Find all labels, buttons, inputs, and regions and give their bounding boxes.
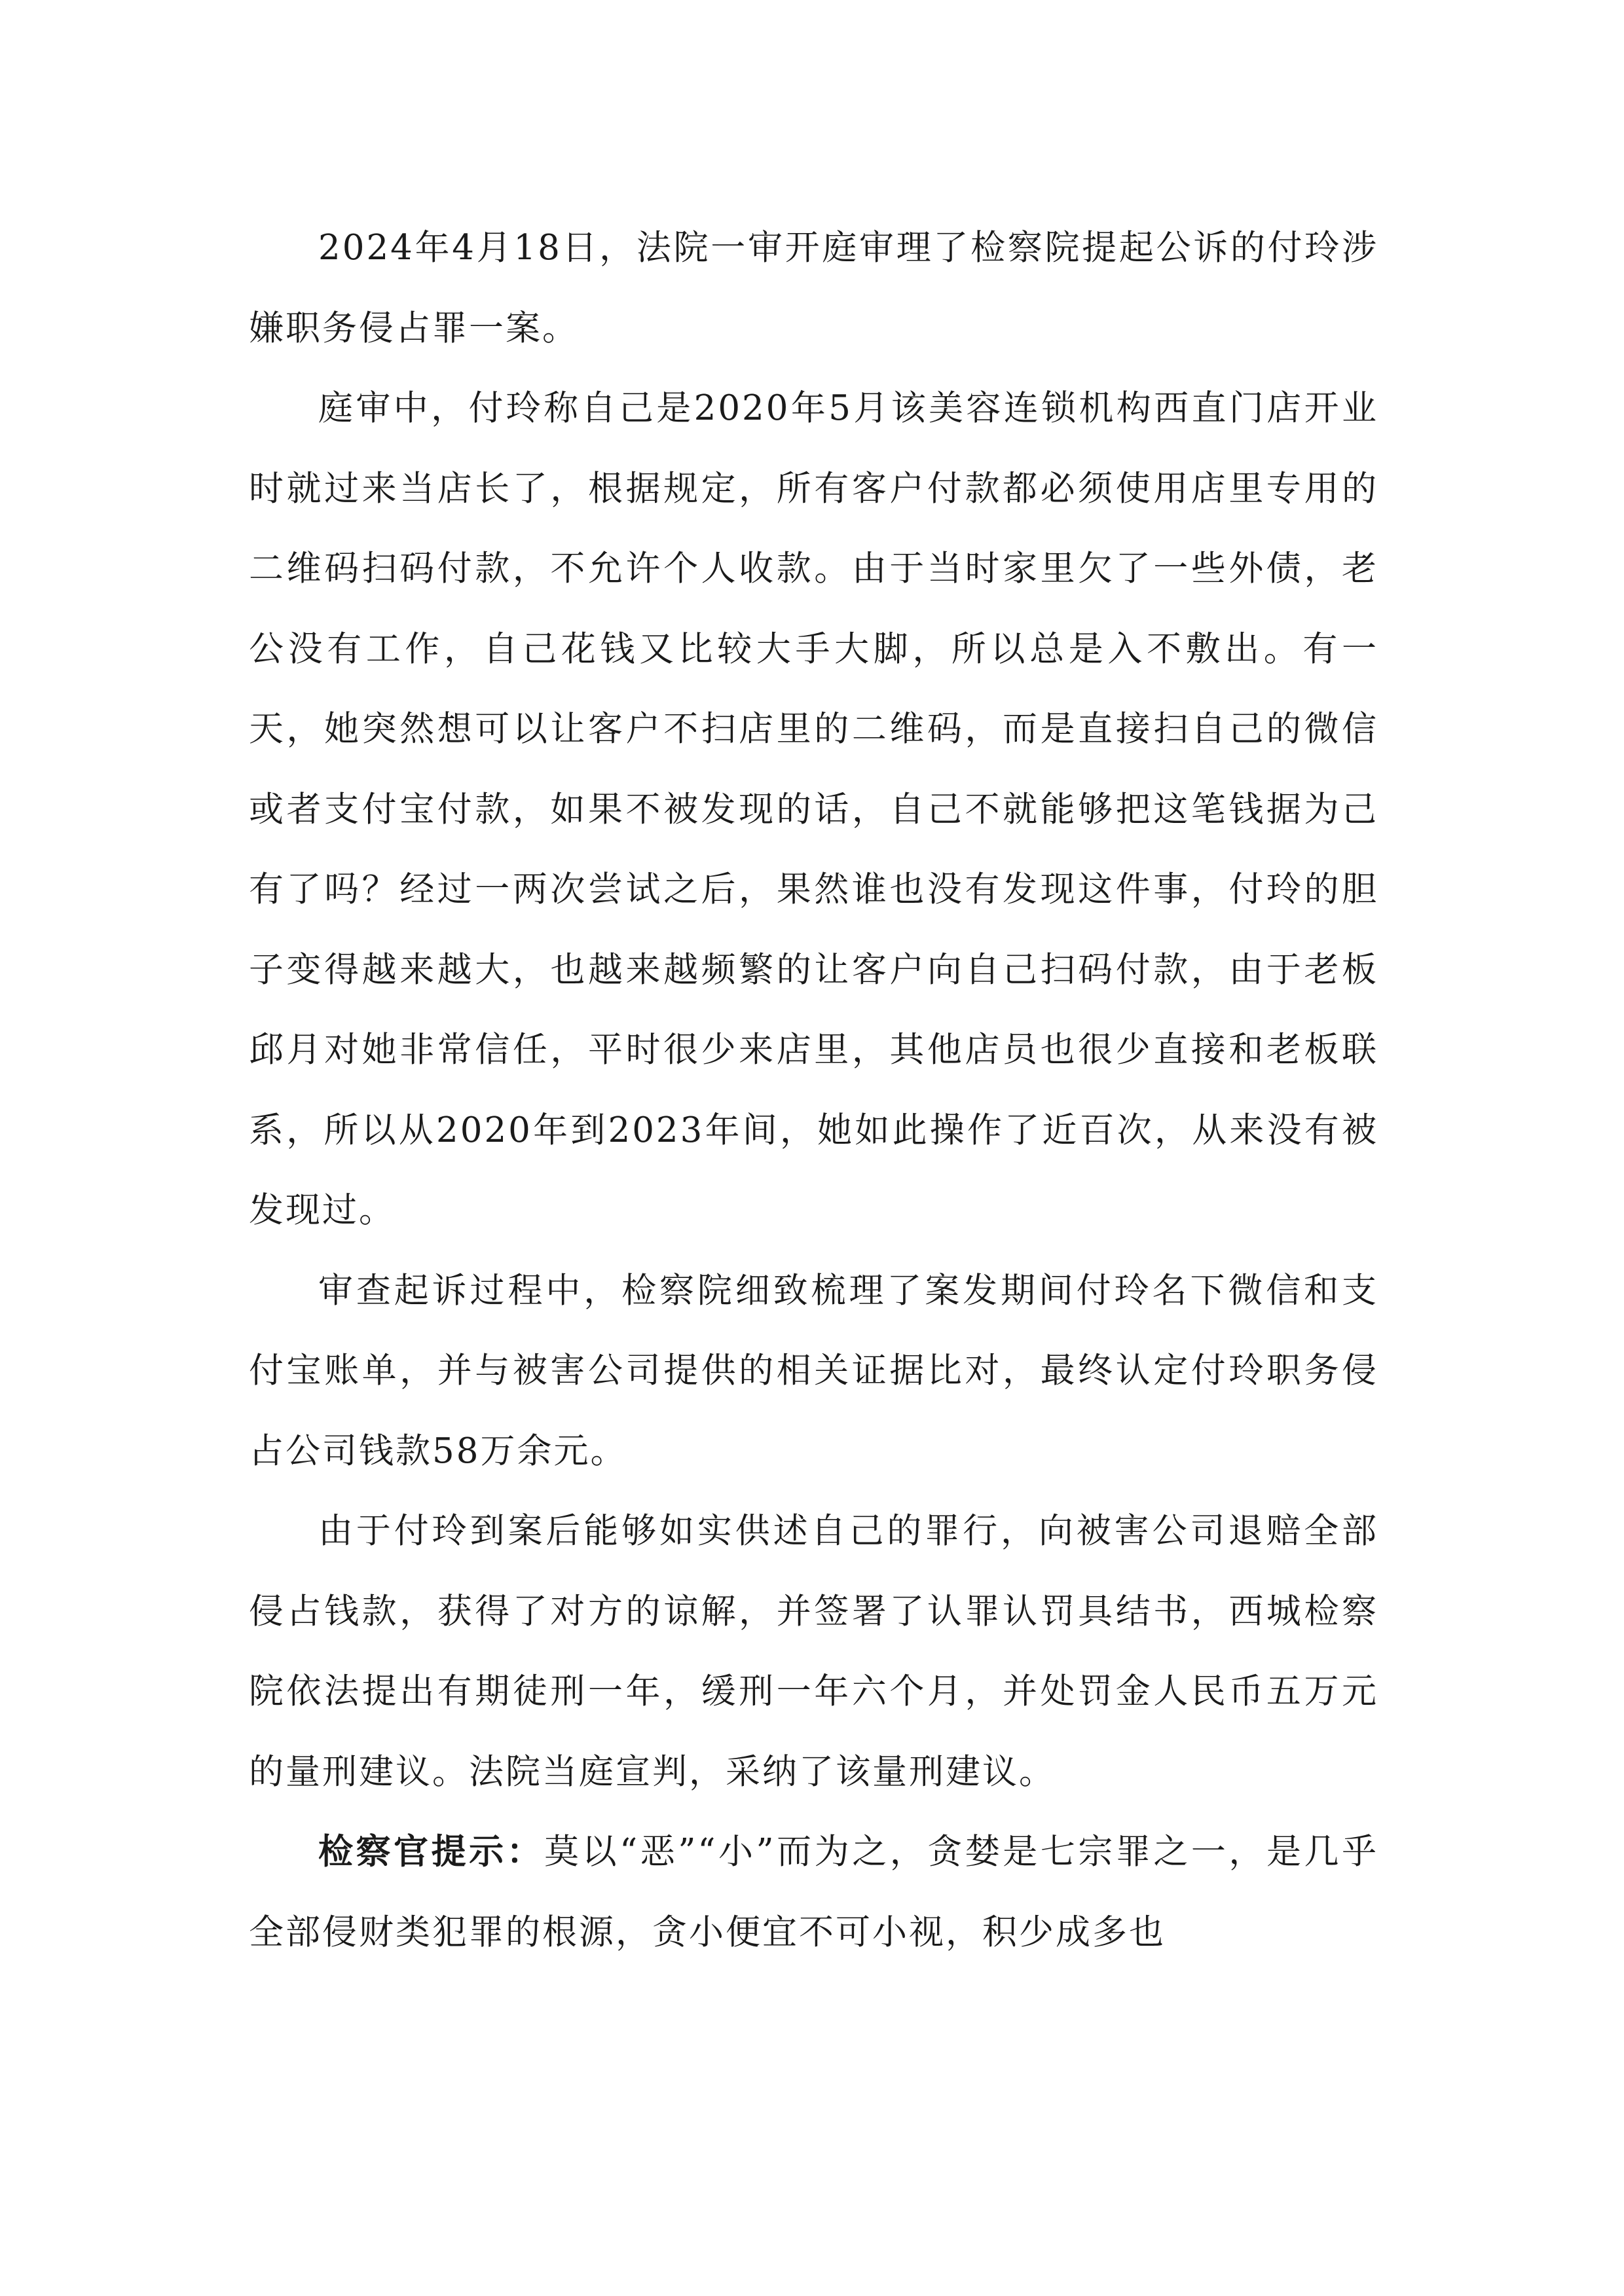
paragraph-sentencing: 由于付玲到案后能够如实供述自己的罪行，向被害公司退赔全部侵占钱款，获得了对方的谅解，并签署了认罪认罚具结书，西城检察院依法提出有期徒刑一年，缓刑一年六个月，并处罚金人民币五万元的量刑建议。法院当庭宣判，采纳了该量刑建议。 <box>249 1511 1378 1792</box>
paragraph-court-hearing: 庭审中，付玲称自己是2020年5月该美容连锁机构西直门店开业时就过来当店长了，根据规定，所有客户付款都必须使用店里专用的二维码扫码付款，不允许个人收款。由于当时家里欠了一些外债，老公没有工作，自己花钱又比较大手大脚，所以总是入不敷出。有一天，她突然想可以让客户不扫店里的二维码，而是直接扫自己的微信或者支付宝付款，如果不被发现的话，自己不就能够把这笔钱据为己有了吗？经过一两次尝试之后，果然谁也没有发现这件事，付玲的胆子变得越来越大，也越来越频繁的让客户向自己扫码付款，由于老板邱月对她非常信任，平时很少来店里，其他店员也很少直接和老板联系，所以从2020年到2023年间，她如此操作了近百次，从来没有被发现过。 <box>249 388 1378 1230</box>
document-body <box>249 208 1378 1973</box>
paragraph-trial-date: 2024年4月18日，法院一审开庭审理了检察院提起公诉的付玲涉嫌职务侵占罪一案。 <box>249 228 1378 348</box>
paragraph-prosecution-review: 审查起诉过程中，检察院细致梳理了案发期间付玲名下微信和支付宝账单，并与被害公司提供的相关证据比对，最终认定付玲职务侵占公司钱款58万余元。 <box>249 1270 1378 1471</box>
paragraph-prosecutor-tip <box>249 1812 1378 1973</box>
tip-text: 莫以“恶”“小”而为之，贪婪是七宗罪之一，是几乎全部侵财类犯罪的根源，贪小便宜不可小视，积少成多也 <box>249 1832 1378 1952</box>
tip-label: 检察官提示： <box>318 1832 545 1872</box>
